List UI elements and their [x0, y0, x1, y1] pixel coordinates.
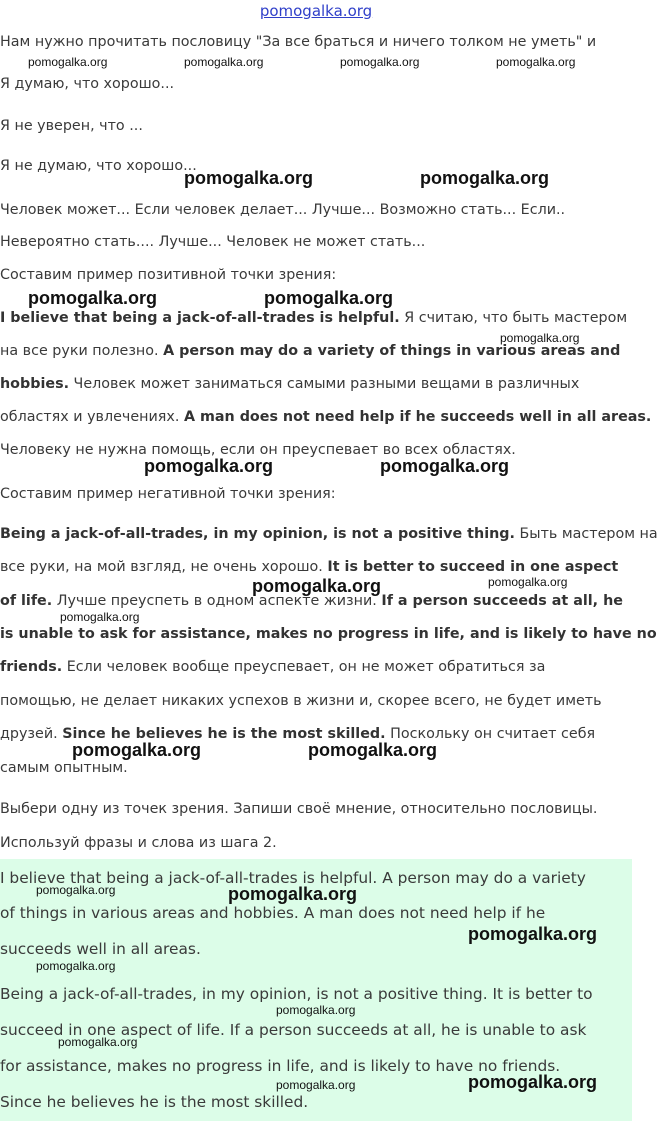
watermark: pomogalka.org	[252, 576, 382, 596]
negative-line: Being a jack-of-all-trades, in my opinion, is not a positive thing. Быть мастером на	[0, 526, 658, 542]
negative-line: is unable to ask for assistance, makes no progress in life, and is likely to have no	[0, 626, 657, 642]
answer-line: succeeds well in all areas.	[0, 940, 201, 958]
phrase-line: Я не думаю, что хорошо...	[0, 158, 197, 174]
watermark: pomogalka.org	[144, 456, 274, 476]
answer-line: for assistance, makes no progress in life, and is likely to have no friends.	[0, 1057, 561, 1075]
positive-line: Человеку не нужна помощь, если он преуспевает во всех областях.	[0, 442, 516, 458]
instruction-text: Выбери одну из точек зрения. Запиши своё мнение, относительно пословицы.	[0, 801, 598, 817]
positive-line: I believe that being a jack-of-all-trades is helpful. Я считаю, что быть мастером	[0, 310, 628, 326]
phrase-line: Человек может... Если человек делает... Лучше... Возможно стать... Если..	[0, 202, 566, 218]
watermark: pomogalka.org	[496, 55, 576, 69]
phrase-line: Я думаю, что хорошо...	[0, 76, 175, 92]
watermark: pomogalka.org	[28, 55, 108, 69]
watermark: pomogalka.org	[72, 740, 202, 760]
positive-line: на все руки полезно. A person may do a variety of things in various areas and	[0, 343, 621, 359]
positive-line: hobbies. Человек может заниматься самыми разными вещами в различных	[0, 376, 580, 392]
negative-heading: Составим пример негативной точки зрения:	[0, 486, 336, 502]
phrase-line: Я не уверен, что ...	[0, 118, 143, 134]
watermark: pomogalka.org	[308, 740, 438, 760]
watermark: pomogalka.org	[36, 959, 116, 973]
instruction-text: Используй фразы и слова из шага 2.	[0, 835, 277, 851]
negative-line: самым опытным.	[0, 760, 128, 776]
watermark: pomogalka.org	[468, 924, 598, 944]
positive-heading: Составим пример позитивной точки зрения:	[0, 267, 337, 283]
negative-line: друзей. Since he believes he is the most skilled. Поскольку он считает себя	[0, 726, 596, 742]
answer-line: of things in various areas and hobbies. A man does not need help if he	[0, 904, 546, 922]
watermark: pomogalka.org	[380, 456, 510, 476]
watermark: pomogalka.org	[228, 884, 358, 904]
watermark: pomogalka.org	[468, 1072, 598, 1092]
watermark: pomogalka.org	[184, 168, 314, 188]
watermark: pomogalka.org	[36, 883, 116, 897]
watermark: pomogalka.org	[276, 1003, 356, 1017]
answer-line: I believe that being a jack-of-all-trades is helpful. A person may do a variety	[0, 869, 586, 887]
watermark: pomogalka.org	[58, 1035, 138, 1049]
watermark: pomogalka.org	[276, 1078, 356, 1092]
answer-line: Since he believes he is the most skilled.	[0, 1093, 309, 1111]
watermark: pomogalka.org	[60, 610, 140, 624]
watermark: pomogalka.org	[500, 331, 580, 345]
negative-line: of life. Лучше преуспеть в одном аспекте жизни. If a person succeeds at all, he	[0, 593, 623, 609]
answer-line: succeed in one aspect of life. If a person succeeds at all, he is unable to ask	[0, 1021, 587, 1039]
watermark: pomogalka.org	[264, 288, 394, 308]
phrase-line: Невероятно стать.... Лучше... Человек не может стать...	[0, 234, 426, 250]
negative-line: friends. Если человек вообще преуспевает, он не может обратиться за	[0, 659, 546, 675]
negative-line: все руки, на мой взгляд, не очень хорошо. It is better to succeed in one aspect	[0, 559, 619, 575]
watermark: pomogalka.org	[184, 55, 264, 69]
answer-line: Being a jack-of-all-trades, in my opinion, is not a positive thing. It is better to	[0, 985, 593, 1003]
intro-text: Нам нужно прочитать пословицу "За все браться и ничего толком не уметь" и	[0, 34, 597, 50]
negative-line: помощью, не делает никаких успехов в жизни и, скорее всего, не будет иметь	[0, 693, 602, 709]
positive-line: областях и увлечениях. A man does not need help if he succeeds well in all areas.	[0, 409, 652, 425]
watermark: pomogalka.org	[420, 168, 550, 188]
watermark: pomogalka.org	[340, 55, 420, 69]
watermark: pomogalka.org	[488, 575, 568, 589]
site-link[interactable]: pomogalka.org	[259, 2, 373, 20]
watermark: pomogalka.org	[28, 288, 158, 308]
